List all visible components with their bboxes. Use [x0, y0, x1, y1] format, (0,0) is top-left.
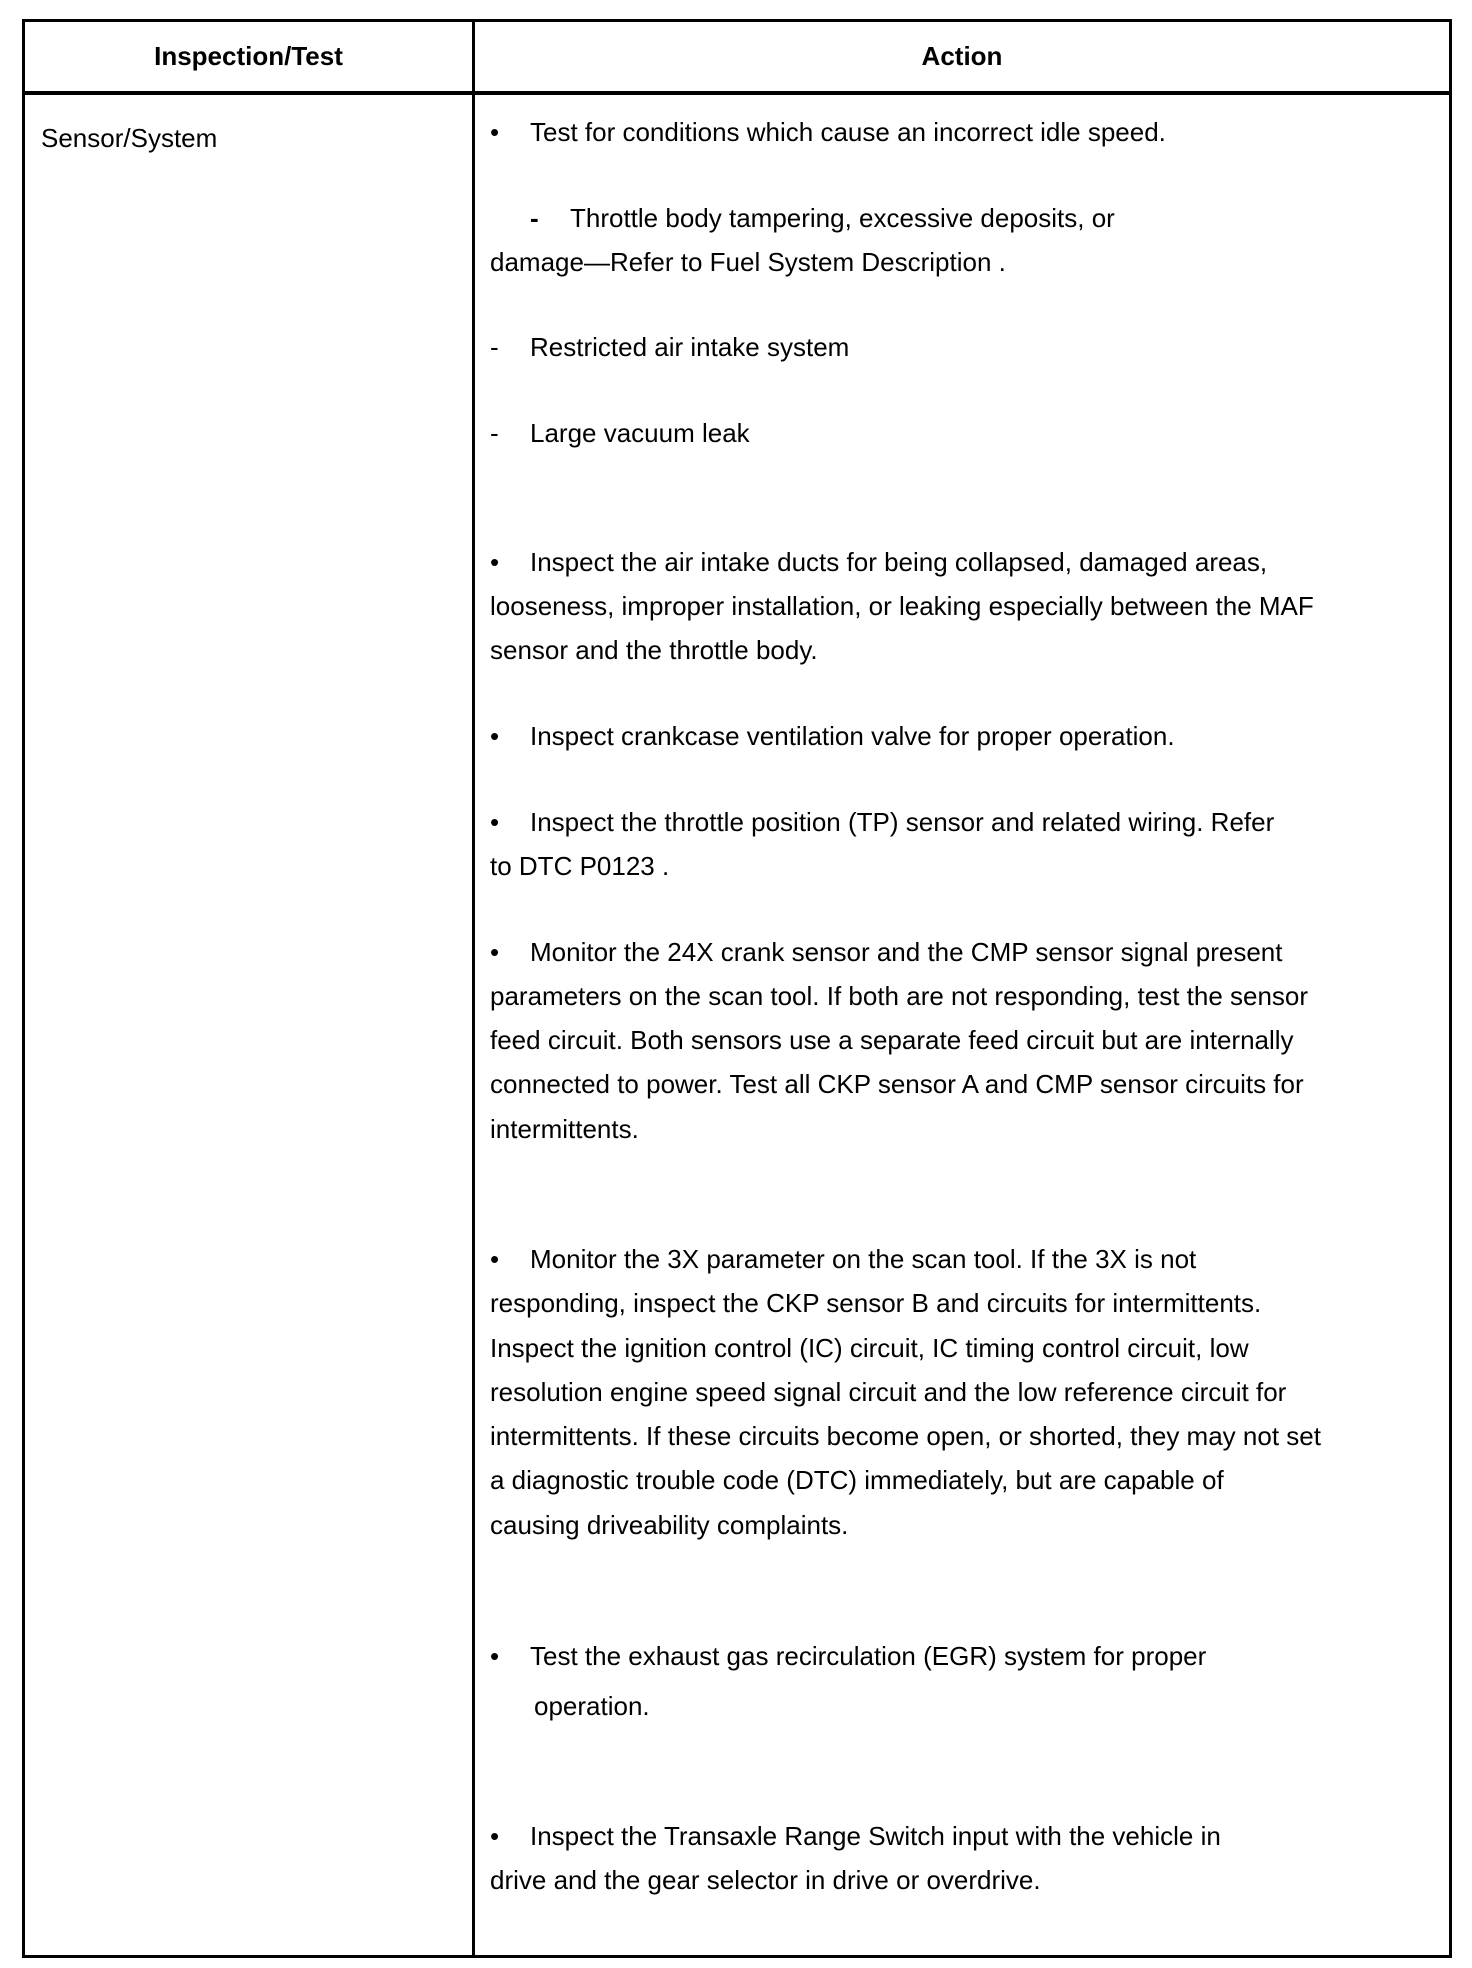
header-divider — [25, 91, 1449, 95]
action-text-line: to DTC P0123 . — [490, 851, 670, 881]
action-text: Test for conditions which cause an incorrect idle speed. — [530, 117, 1166, 147]
bullet-icon: • — [490, 547, 500, 577]
action-item — [490, 930, 1419, 974]
inspection-table — [22, 19, 1452, 1958]
action-text-line: responding, inspect the CKP sensor B and circuits for intermittents. — [490, 1288, 1262, 1318]
action-item — [490, 714, 1419, 758]
action-text-line: sensor and the throttle body. — [490, 635, 818, 665]
action-text: Large vacuum leak — [530, 418, 750, 448]
header-action: Action — [921, 41, 1003, 71]
action-text-line: Inspect the ignition control (IC) circuit, IC timing control circuit, low — [490, 1333, 1249, 1363]
action-text-line: operation. — [534, 1691, 650, 1721]
bullet-icon: • — [490, 1244, 500, 1274]
action-text: Monitor the 24X crank sensor and the CMP sensor signal present — [530, 937, 1283, 967]
action-text-line: feed circuit. Both sensors use a separate feed circuit but are internally — [490, 1025, 1294, 1055]
action-item — [490, 540, 1419, 584]
action-text-line: causing driveability complaints. — [490, 1510, 849, 1540]
dash-icon: - — [490, 332, 499, 362]
action-text-line: a diagnostic trouble code (DTC) immediately, but are capable of — [490, 1465, 1224, 1495]
column-divider — [472, 22, 475, 1955]
action-text: Inspect the throttle position (TP) sensor and related wiring. Refer — [530, 807, 1275, 837]
action-text-line: connected to power. Test all CKP sensor A and CMP sensor circuits for — [490, 1069, 1304, 1099]
action-text: Throttle body tampering, excessive deposits, or — [570, 203, 1115, 233]
action-text-line: intermittents. If these circuits become open, or shorted, they may not set — [490, 1421, 1321, 1451]
bullet-icon: • — [490, 721, 500, 751]
action-subitem — [490, 411, 1419, 455]
bullet-icon: • — [490, 937, 500, 967]
action-text-line: resolution engine speed signal circuit and the low reference circuit for — [490, 1377, 1287, 1407]
row-label: Sensor/System — [41, 123, 218, 153]
action-item — [490, 110, 1419, 154]
action-text-line: intermittents. — [490, 1114, 639, 1144]
action-text: Inspect the Transaxle Range Switch input with the vehicle in — [530, 1821, 1221, 1851]
action-text-line: looseness, improper installation, or leaking especially between the MAF — [490, 591, 1314, 621]
action-text: Inspect the air intake ducts for being collapsed, damaged areas, — [530, 547, 1268, 577]
bullet-icon: • — [490, 1821, 500, 1851]
action-text-line: damage—Refer to Fuel System Description . — [490, 247, 1006, 277]
action-item — [490, 800, 1419, 844]
action-item — [490, 1814, 1419, 1858]
bullet-icon: • — [490, 1641, 500, 1671]
dash-icon: - — [490, 418, 499, 448]
bullet-icon: • — [490, 807, 500, 837]
action-text: Restricted air intake system — [530, 332, 850, 362]
action-text: Monitor the 3X parameter on the scan tool. If the 3X is not — [530, 1244, 1197, 1274]
header-inspection-test: Inspection/Test — [154, 41, 343, 71]
dash-icon: - — [530, 203, 539, 233]
action-text: Inspect crankcase ventilation valve for proper operation. — [530, 721, 1175, 751]
bullet-icon: • — [490, 117, 500, 147]
action-subitem — [490, 196, 1419, 240]
action-item — [490, 1634, 1419, 1678]
action-text-line: parameters on the scan tool. If both are not responding, test the sensor — [490, 981, 1309, 1011]
action-text-line: drive and the gear selector in drive or overdrive. — [490, 1865, 1041, 1895]
action-text: Test the exhaust gas recirculation (EGR) system for proper — [530, 1641, 1207, 1671]
action-item — [490, 1237, 1419, 1281]
action-subitem — [490, 325, 1419, 369]
